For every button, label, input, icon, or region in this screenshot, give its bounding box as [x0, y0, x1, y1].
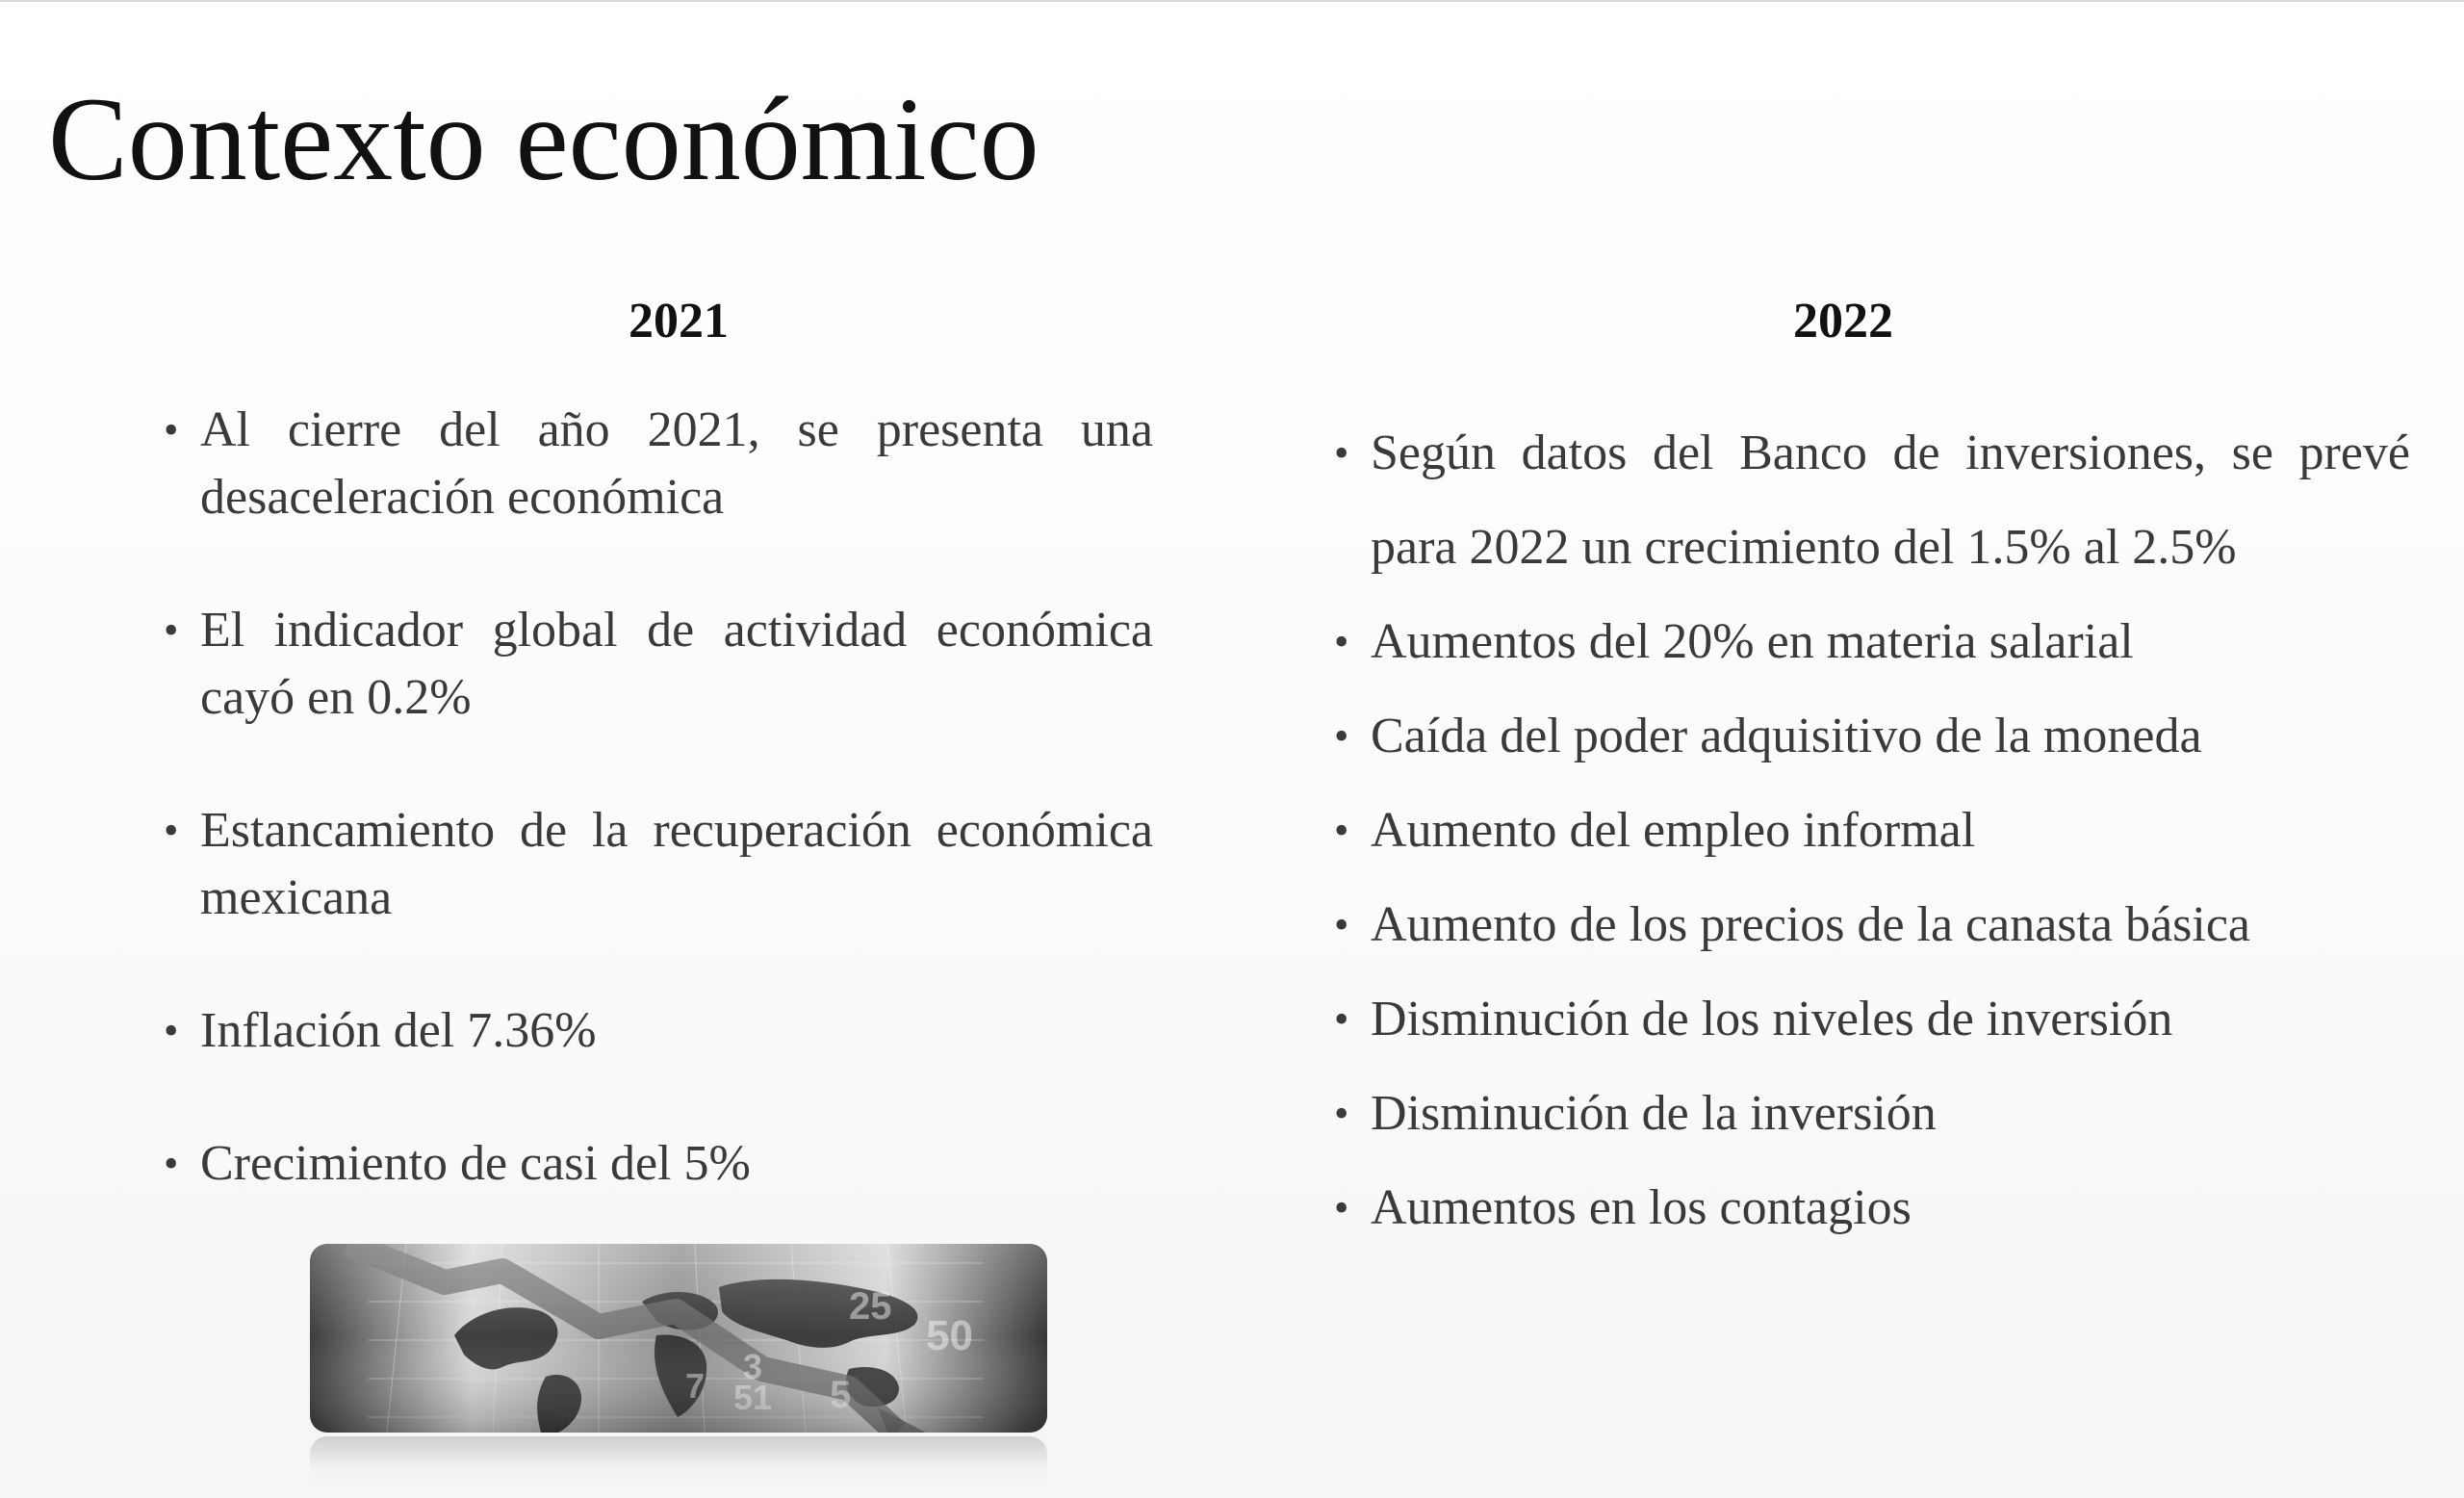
bullet-icon: •	[164, 807, 179, 854]
list-item-text: Caída del poder adquisitivo de la moneda	[1371, 709, 2202, 763]
list-item-text: El indicador global de actividad económica cayó en 0.2%	[200, 603, 1153, 725]
list-item	[1334, 1161, 2410, 1255]
column-heading-2022: 2022	[1793, 294, 1893, 349]
economy-chart-image	[310, 1244, 1047, 1433]
bullet-icon: •	[164, 406, 179, 453]
list-item	[164, 797, 1153, 932]
list-item-text: Según datos del Banco de inversiones, se prevé para 2022 un crecimiento del 1.5% al 2.5%	[1371, 426, 2410, 575]
list-item	[164, 1130, 1153, 1198]
bullet-icon: •	[1334, 1184, 1349, 1231]
list-item	[1334, 784, 2410, 878]
list-item-text: Disminución de los niveles de inversión	[1371, 992, 2173, 1046]
bullet-list-2022	[1334, 406, 2410, 1255]
list-item	[1334, 595, 2410, 689]
bullet-icon: •	[1334, 995, 1349, 1043]
list-item-text: Aumentos del 20% en materia salarial	[1371, 614, 2134, 669]
list-item	[164, 997, 1153, 1065]
bullet-icon: •	[1334, 1090, 1349, 1137]
list-item-text: Aumentos en los contagios	[1371, 1180, 1912, 1235]
bullet-icon: •	[164, 1140, 179, 1187]
image-reflection	[310, 1436, 1047, 1490]
slide-title: Contexto económico	[48, 73, 1040, 205]
list-item-text: Aumento de los precios de la canasta básica	[1371, 897, 2250, 952]
bullet-list-2021	[164, 397, 1153, 1263]
list-item	[164, 397, 1153, 531]
list-item	[1334, 406, 2410, 595]
list-item	[1334, 689, 2410, 784]
world-map-falling-arrow-icon	[310, 1244, 1047, 1433]
bullet-icon: •	[1334, 618, 1349, 665]
list-item	[1334, 972, 2410, 1067]
list-item	[1334, 1067, 2410, 1161]
column-heading-2021: 2021	[629, 294, 729, 349]
bullet-icon: •	[1334, 712, 1349, 760]
bullet-icon: •	[1334, 901, 1349, 948]
list-item-text: Inflación del 7.36%	[200, 1003, 597, 1058]
list-item-text: Aumento del empleo informal	[1371, 803, 1976, 858]
list-item-text: Disminución de la inversión	[1371, 1086, 1937, 1141]
list-item-text: Al cierre del año 2021, se presenta una desaceleración económica	[200, 402, 1153, 525]
top-border	[0, 0, 2464, 2]
bullet-icon: •	[1334, 807, 1349, 854]
list-item	[1334, 878, 2410, 972]
list-item	[164, 597, 1153, 732]
bullet-icon: •	[164, 607, 179, 654]
bullet-icon: •	[1334, 429, 1349, 477]
bullet-icon: •	[164, 1007, 179, 1054]
list-item-text: Estancamiento de la recuperación económica mexicana	[200, 803, 1153, 925]
list-item-text: Crecimiento de casi del 5%	[200, 1136, 751, 1191]
